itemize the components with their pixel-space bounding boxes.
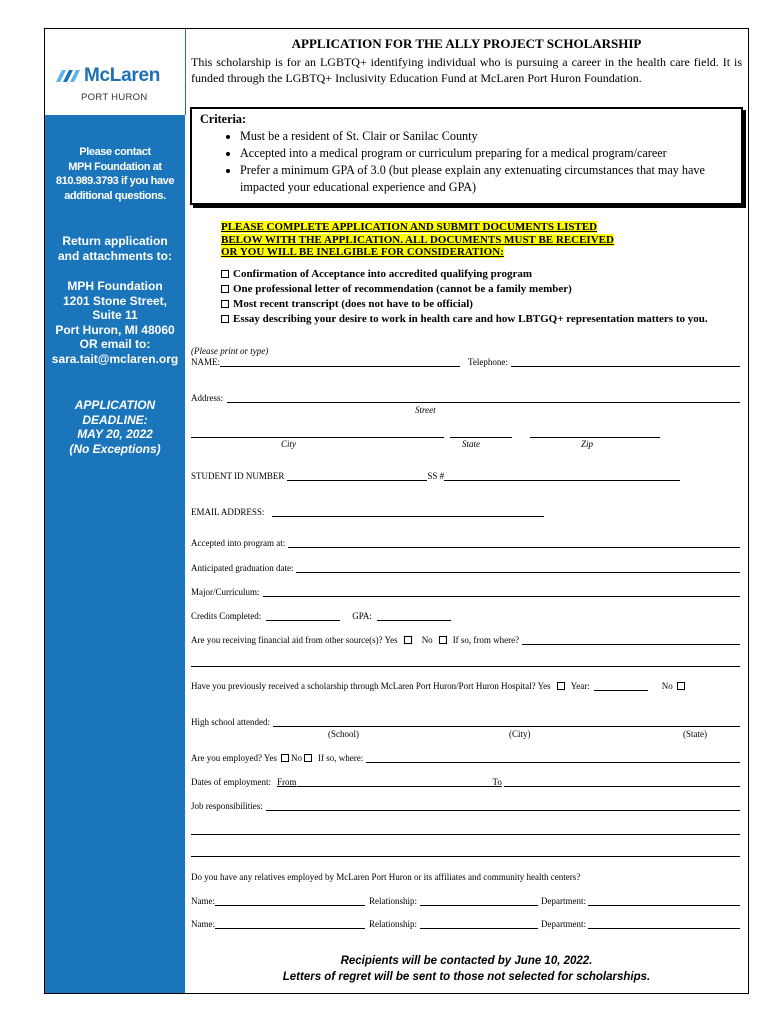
year-label: Year: xyxy=(570,681,590,691)
email-field[interactable] xyxy=(272,507,544,517)
graduation-row xyxy=(191,563,740,573)
deadline xyxy=(45,398,185,456)
checkbox[interactable] xyxy=(221,315,229,323)
email-label: EMAIL ADDRESS: xyxy=(191,507,265,517)
document-label: Confirmation of Acceptance into accredited qualifying program xyxy=(233,268,533,280)
to-label: To xyxy=(492,777,502,787)
prev-yes-checkbox[interactable] xyxy=(557,682,565,690)
street-caption: Street xyxy=(415,405,436,415)
job-responsibilities-row xyxy=(191,801,740,811)
page-title: APPLICATION FOR THE ALLY PROJECT SCHOLARSHIP xyxy=(291,36,642,51)
contact-line: additional questions. xyxy=(64,189,166,202)
document-item xyxy=(221,297,721,312)
high-school-label: High school attended: xyxy=(191,717,270,727)
relatives-question: Do you have any relatives employed by McLaren Port Huron or its affiliates and community health centers? xyxy=(191,872,581,882)
checkbox[interactable] xyxy=(221,270,229,278)
student-id-field[interactable] xyxy=(287,471,427,481)
employment-dates-row xyxy=(191,777,740,787)
criteria-heading: Criteria: xyxy=(200,112,247,126)
job-responsibilities-field[interactable] xyxy=(191,847,740,857)
accepted-row xyxy=(191,538,740,548)
telephone-label: Telephone: xyxy=(468,357,508,367)
graduation-label: Anticipated graduation date: xyxy=(191,563,294,573)
address-line: OR email to: xyxy=(79,337,151,351)
major-row xyxy=(191,587,740,597)
aid-where-field[interactable] xyxy=(522,635,740,645)
contact-line: MPH Foundation at xyxy=(68,160,162,173)
mclaren-logo-icon xyxy=(55,69,81,83)
contact-info xyxy=(45,145,185,203)
document-item xyxy=(221,282,721,297)
notice-line: OR YOU WILL BE INELGIBLE FOR CONSIDERATION: xyxy=(221,246,504,259)
no-label: No xyxy=(421,635,433,645)
deadline-note: (No Exceptions) xyxy=(69,441,161,456)
credits-field[interactable] xyxy=(266,611,340,621)
employed-yes-checkbox[interactable] xyxy=(281,754,289,762)
main-content xyxy=(185,29,748,993)
submission-notice xyxy=(221,221,691,259)
accepted-label: Accepted into program at: xyxy=(191,538,286,548)
relative-name-field[interactable] xyxy=(215,919,365,929)
no-label: No xyxy=(291,753,302,763)
relationship-field[interactable] xyxy=(420,919,538,929)
year-field[interactable] xyxy=(594,681,648,691)
employment-dates-label: Dates of employment: xyxy=(191,777,271,787)
employed-label: Are you employed? Yes xyxy=(191,753,277,763)
relative-row xyxy=(191,896,740,906)
from-field[interactable] xyxy=(297,777,493,787)
closing-line: Recipients will be contacted by June 10, 2022. xyxy=(340,955,593,967)
financial-aid-row xyxy=(191,635,740,645)
credits-row xyxy=(191,611,740,621)
previous-scholarship-row xyxy=(191,681,740,691)
department-label: Department: xyxy=(541,896,586,906)
return-instructions xyxy=(45,234,185,263)
relative-name-field[interactable] xyxy=(215,896,365,906)
city-row xyxy=(191,428,740,438)
address-line: 1201 Stone Street, xyxy=(62,293,168,308)
employment-where-label: If so, where: xyxy=(318,753,364,763)
major-label: Major/Curriculum: xyxy=(191,587,260,597)
job-responsibilities-field[interactable] xyxy=(266,801,740,811)
aid-extra-row xyxy=(191,657,740,669)
state-caption: State xyxy=(462,439,480,449)
checkbox[interactable] xyxy=(221,285,229,293)
ss-label: SS # xyxy=(427,471,445,481)
gpa-label: GPA: xyxy=(352,611,372,621)
city-caption: City xyxy=(281,439,296,449)
intro-text: This scholarship is for an LGBTQ+ identifying individual who is pursuing a career in the health care field. It is funded through the LGBTQ+ Inclusivity Education Fund at McLaren Port Huron Foundation. xyxy=(191,55,742,85)
high-school-row xyxy=(191,717,740,727)
aid-extra-field[interactable] xyxy=(191,657,740,667)
document-item xyxy=(221,267,721,282)
relative-row xyxy=(191,919,740,929)
document-label: One professional letter of recommendation (cannot be a family member) xyxy=(233,283,572,295)
employment-where-field[interactable] xyxy=(366,753,740,763)
logo xyxy=(45,29,186,115)
relative-name-label: Name: xyxy=(191,896,215,906)
notice-line: PLEASE COMPLETE APPLICATION AND SUBMIT DOCUMENTS LISTED xyxy=(221,221,598,233)
from-label: From xyxy=(276,777,297,787)
telephone-field[interactable] xyxy=(511,357,740,367)
graduation-field[interactable] xyxy=(296,563,740,573)
logo-name: McLaren xyxy=(84,65,161,86)
contact-line: 810.989.3793 if you have xyxy=(55,175,175,187)
criteria-item: • Accepted into a medical program or curriculum preparing for a medical program/career xyxy=(240,145,733,162)
deadline-date: MAY 20, 2022 xyxy=(77,427,153,441)
major-field[interactable] xyxy=(263,587,741,597)
required-documents xyxy=(221,267,721,327)
school-caption: (School) xyxy=(328,729,359,739)
relationship-label: Relationship: xyxy=(369,896,417,906)
deadline-line: DEADLINE: xyxy=(82,412,148,427)
zip-caption: Zip xyxy=(581,439,594,449)
hs-state-caption: (State) xyxy=(683,729,707,739)
high-school-field[interactable] xyxy=(273,717,740,727)
criteria-item: • Prefer a minimum GPA of 3.0 (but please explain any extenuating circumstances that may have impacted your educational experience and GPA) xyxy=(240,162,733,196)
print-note: (Please print or type) xyxy=(191,346,269,356)
criteria-box xyxy=(190,107,743,205)
ss-field[interactable] xyxy=(444,471,680,481)
financial-aid-label: Are you receiving financial aid from other source(s)? Yes xyxy=(191,635,398,645)
no-label: No xyxy=(661,681,673,691)
job-line-3 xyxy=(191,847,740,859)
aid-yes-checkbox[interactable] xyxy=(404,636,412,644)
contact-line: Please contact xyxy=(79,146,151,158)
to-field[interactable] xyxy=(504,777,740,787)
student-id-label: STUDENT ID NUMBER xyxy=(191,471,285,481)
address-line: Port Huron, MI 48060 xyxy=(55,322,175,337)
department-field[interactable] xyxy=(588,919,740,929)
department-field[interactable] xyxy=(588,896,740,906)
checkbox[interactable] xyxy=(221,300,229,308)
email-row xyxy=(191,507,740,517)
job-responsibilities-field[interactable] xyxy=(191,825,740,835)
aid-where-label: If so, from where? xyxy=(452,635,520,645)
address-line: MPH Foundation xyxy=(67,279,163,293)
department-label: Department: xyxy=(541,919,586,929)
deadline-line: APPLICATION xyxy=(74,398,156,412)
job-line-2 xyxy=(191,825,740,837)
criteria-item: • Must be a resident of St. Clair or Sanilac County xyxy=(240,128,733,145)
sidebar xyxy=(45,29,185,993)
street-field[interactable] xyxy=(227,393,740,403)
gpa-field[interactable] xyxy=(377,611,451,621)
return-line: and attachments to: xyxy=(57,248,172,263)
closing-notice xyxy=(185,953,748,985)
relationship-field[interactable] xyxy=(420,896,538,906)
student-id-row xyxy=(191,471,740,481)
hs-city-caption: (City) xyxy=(509,729,531,739)
employment-row xyxy=(191,753,740,763)
email-link[interactable]: sara.tait@mclaren.org xyxy=(51,351,179,366)
job-responsibilities-label: Job responsibilities: xyxy=(191,801,263,811)
return-line: Return application xyxy=(62,234,168,248)
relationship-label: Relationship: xyxy=(369,919,417,929)
credits-label: Credits Completed: xyxy=(191,611,262,621)
address-row xyxy=(191,393,740,403)
mailing-address xyxy=(45,279,185,366)
previous-scholarship-label: Have you previously received a scholarship through McLaren Port Huron/Port Huron Hospital? Yes xyxy=(191,681,551,691)
address-label: Address: xyxy=(191,393,223,403)
name-field[interactable] xyxy=(220,357,460,367)
relative-name-label: Name: xyxy=(191,919,215,929)
document-item xyxy=(221,312,721,327)
city-field[interactable] xyxy=(191,428,444,438)
name-row xyxy=(191,357,740,367)
logo-subtitle: PORT HURON xyxy=(81,92,148,103)
employed-no-checkbox[interactable] xyxy=(304,754,312,762)
prev-no-checkbox[interactable] xyxy=(677,682,685,690)
state-field[interactable] xyxy=(450,428,512,438)
zip-field[interactable] xyxy=(530,428,660,438)
name-label: NAME: xyxy=(191,357,220,367)
document-label: Essay describing your desire to work in health care and how LBTGQ+ representation matters to you. xyxy=(233,313,708,325)
address-line: Suite 11 xyxy=(92,308,138,322)
aid-no-checkbox[interactable] xyxy=(439,636,447,644)
closing-line: Letters of regret will be sent to those not selected for scholarships. xyxy=(282,971,651,983)
accepted-field[interactable] xyxy=(288,538,740,548)
document-label: Most recent transcript (does not have to be official) xyxy=(233,298,473,310)
application-page xyxy=(44,28,749,994)
notice-line: BELOW WITH THE APPLICATION. ALL DOCUMENTS MUST BE RECEIVED xyxy=(221,233,614,246)
